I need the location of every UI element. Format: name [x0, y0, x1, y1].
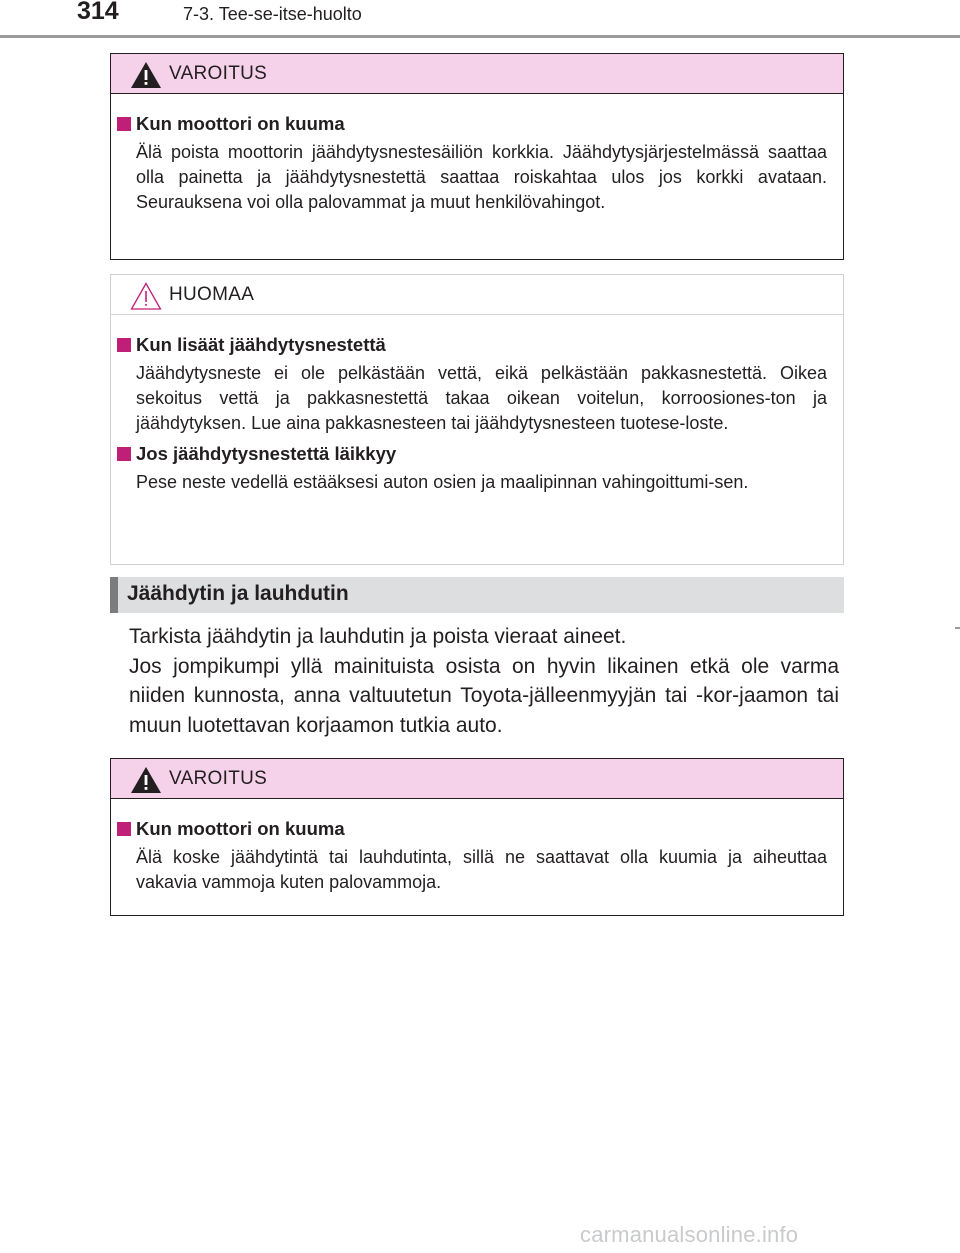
warning-triangle-icon: [130, 61, 162, 89]
warning-item-heading-text: Kun moottori on kuuma: [136, 113, 345, 134]
page-number: 314: [77, 0, 119, 25]
warning-item-text: Älä koske jäähdytintä tai lauhdutinta, sillä ne saattavat olla kuumia ja aiheuttaa vakavia vammoja kuten palovammoja.: [136, 847, 827, 892]
body-paragraph: Tarkista jäähdytin ja lauhdutin ja poista vieraat aineet.: [129, 625, 627, 648]
notice-box-header: [111, 275, 843, 315]
notice-item-heading-text: Jos jäähdytysnestettä läikkyy: [136, 443, 397, 464]
notice-item: [111, 442, 843, 495]
warning-item-text: Älä poista moottorin jäähdytysnestesäiliön korkkia. Jäähdytysjärjestelmässä saattaa olla painetta ja jäähdytysnestettä saattaa roiskahtaa ulos jos korkki avataan. Seurauksena voi olla palovammat ja muut henkilövahingot.: [136, 142, 827, 212]
watermark: carmanualsonline.info: [580, 1222, 799, 1247]
warning-title: VAROITUS: [169, 768, 268, 789]
page-edge-mark: [955, 627, 960, 629]
warning-item: [111, 112, 843, 215]
caution-triangle-icon: [130, 282, 162, 310]
warning-triangle-icon: [130, 766, 162, 794]
notice-item: [111, 333, 843, 436]
body-paragraph: Jos jompikumpi yllä mainituista osista on hyvin likainen etkä ole varma niiden kunnosta, anna valtuutetun Toyota-jälleenmyyjän tai -kor-jaamon tai muun luotettavan korjaamon tutkia auto.: [129, 654, 839, 737]
bullet-square-icon: [117, 338, 131, 352]
bullet-square-icon: [117, 447, 131, 461]
warning-title: VAROITUS: [169, 63, 268, 84]
notice-item-heading: [117, 442, 827, 466]
warning-box-header: [111, 759, 843, 799]
header-divider: [0, 35, 960, 38]
section-heading: [110, 577, 844, 613]
notice-item-heading: [117, 333, 827, 357]
page-header: [0, 0, 960, 40]
chapter-title: 7-3. Tee-se-itse-huolto: [183, 4, 362, 24]
notice-item-text: Jäähdytysneste ei ole pelkästään vettä, eikä pelkästään pakkasnestettä. Oikea sekoitus vettä ja pakkasnestettä takaa oikean voitelun, korroosiones-ton ja jäähdytyksen. Lue aina pakkasnesteen tai jäähdytysnesteen tuotese-loste.: [136, 363, 827, 433]
section-title: Jäähdytin ja lauhdutin: [127, 582, 349, 605]
notice-title: HUOMAA: [169, 284, 255, 305]
warning-item-heading: [117, 817, 827, 841]
notice-box: [110, 274, 844, 565]
warning-box-2: [110, 758, 844, 916]
bullet-square-icon: [117, 822, 131, 836]
section-body: [129, 622, 839, 740]
warning-item-heading-text: Kun moottori on kuuma: [136, 818, 345, 839]
warning-box-header: [111, 54, 843, 94]
notice-item-heading-text: Kun lisäät jäähdytysnestettä: [136, 334, 386, 355]
warning-box-1: [110, 53, 844, 260]
warning-item-heading: [117, 112, 827, 136]
notice-item-text: Pese neste vedellä estääksesi auton osien ja maalipinnan vahingoittumi-sen.: [136, 472, 749, 492]
section-accent-bar: [110, 577, 118, 613]
bullet-square-icon: [117, 117, 131, 131]
warning-item: [111, 817, 843, 895]
